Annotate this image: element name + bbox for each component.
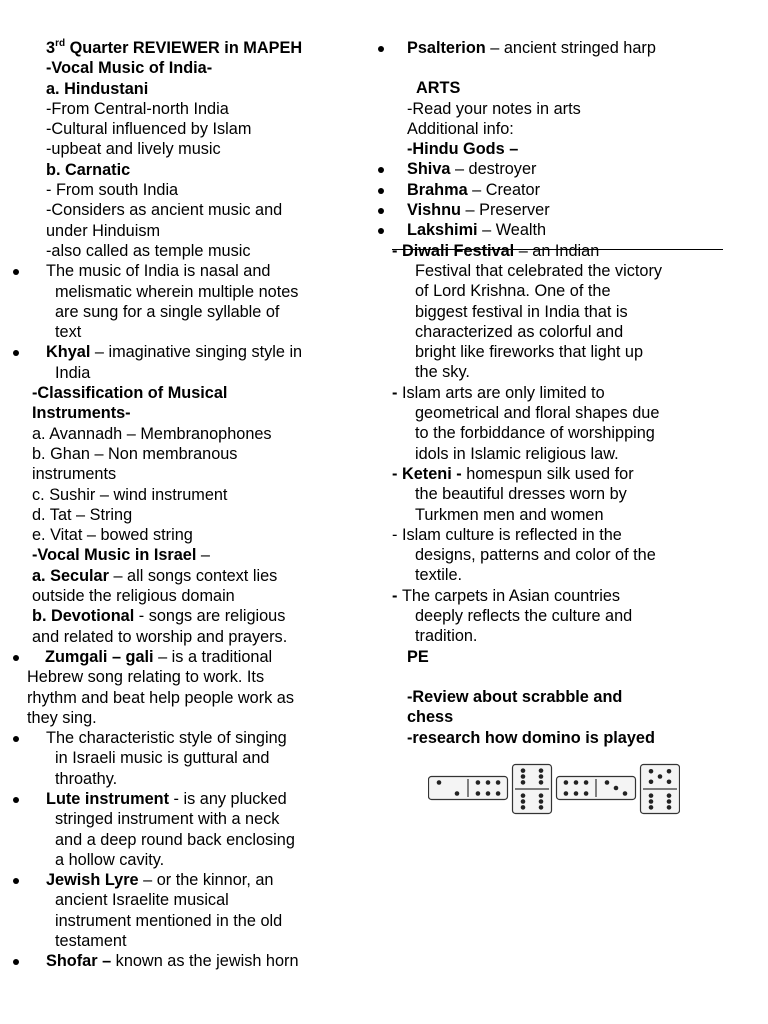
diwali-line: characterized as colorful and xyxy=(415,322,624,341)
keteni-line: the beautiful dresses worn by xyxy=(415,485,627,504)
keteni-definition: homespun silk used for xyxy=(461,464,634,483)
zumgali-line: rhythm and beat help people work as xyxy=(27,688,294,707)
spacer xyxy=(392,667,732,687)
god-name: Vishnu xyxy=(407,201,461,220)
devotional-line: and related to worship and prayers. xyxy=(32,627,288,646)
diwali-line: of Lord Krishna. One of the xyxy=(415,282,611,301)
spacer xyxy=(392,58,732,78)
lute-term: Lute instrument xyxy=(46,789,170,808)
keteni-dash: - xyxy=(392,464,402,483)
nasal-line: text xyxy=(55,323,82,342)
diwali-term: Diwali Festival xyxy=(401,241,515,260)
domino-pip xyxy=(649,805,654,810)
khyal-term: Khyal xyxy=(46,343,91,362)
lute-line: a hollow cavity. xyxy=(55,850,165,869)
india-heading: -Vocal Music of India- xyxy=(46,59,213,78)
instrument-item: d. Tat – String xyxy=(32,505,133,524)
diwali-definition: – an Indian xyxy=(514,241,600,260)
god-name: Brahma xyxy=(407,180,468,199)
domino-pip xyxy=(623,791,628,796)
domino-pip xyxy=(564,780,569,785)
carnatic-line: under Hinduism xyxy=(46,221,161,240)
instrument-item: a. Avannadh – Membranophones xyxy=(32,424,272,443)
diwali-line: biggest festival in India that is xyxy=(415,302,628,321)
zumgali-definition: – is a traditional xyxy=(153,647,273,666)
pe-line: -Review about scrabble and xyxy=(407,687,623,706)
keteni-term: Keteni - xyxy=(401,464,462,483)
carpets-item xyxy=(392,586,732,606)
carpets-text: The carpets in Asian countries xyxy=(401,586,621,605)
domino-pip xyxy=(574,791,579,796)
domino-pip xyxy=(539,799,544,804)
domino-pip xyxy=(614,786,619,791)
shofar-bullet xyxy=(27,951,372,971)
diwali-dash: - xyxy=(392,241,402,260)
domino-pip xyxy=(584,780,589,785)
god-item xyxy=(392,200,732,220)
islam-arts-line: to the forbiddance of worshipping xyxy=(415,424,655,443)
zumgali-line: they sing. xyxy=(27,708,97,727)
islam-culture-item: - Islam culture is reflected in the xyxy=(392,525,622,544)
instrument-item: c. Sushir – wind instrument xyxy=(32,485,228,504)
carnatic-line: - From south India xyxy=(46,181,179,200)
psalterion-bullet xyxy=(392,38,732,58)
arts-heading: ARTS xyxy=(416,79,461,98)
hindustani-line: -upbeat and lively music xyxy=(46,140,221,159)
instrument-item: instruments xyxy=(32,465,117,484)
islam-arts-dash: - xyxy=(392,383,402,402)
section-divider xyxy=(392,249,723,250)
devotional-item xyxy=(27,606,372,626)
domino-pip xyxy=(496,791,501,796)
khyal-line: India xyxy=(55,363,91,382)
domino-pip xyxy=(476,780,481,785)
islam-culture-line: designs, patterns and color of the xyxy=(415,546,656,565)
lyre-definition: – or the kinnor, an xyxy=(138,871,274,890)
domino-pip xyxy=(649,779,654,784)
instrument-item: b. Ghan – Non membranous xyxy=(32,444,238,463)
diwali-line: the sky. xyxy=(415,363,470,382)
god-role: – Creator xyxy=(467,180,541,199)
domino-pip xyxy=(667,799,672,804)
devotional-term: b. Devotional xyxy=(32,607,135,626)
lute-line: and a deep round back enclosing xyxy=(55,830,295,849)
lute-line: stringed instrument with a neck xyxy=(55,810,280,829)
lute-definition: - is any plucked xyxy=(169,789,287,808)
arts-line: Additional info: xyxy=(407,119,514,138)
lyre-line: testament xyxy=(55,932,127,951)
god-role: – Wealth xyxy=(477,221,547,240)
secular-item xyxy=(27,566,372,586)
title-text: Quarter REVIEWER in MAPEH xyxy=(65,39,303,57)
domino-pip xyxy=(521,780,526,785)
diwali-line: Festival that celebrated the victory xyxy=(415,261,663,280)
diwali-line: bright like fireworks that light up xyxy=(415,343,644,362)
psalterion-definition: – ancient stringed harp xyxy=(485,39,656,57)
domino-icon xyxy=(429,765,680,814)
domino-pip xyxy=(539,774,544,779)
shofar-term: Shofar – xyxy=(46,952,112,971)
carpets-dash: - xyxy=(392,586,402,605)
hindustani-line: -Cultural influenced by Islam xyxy=(46,120,252,139)
khyal-definition: – imaginative singing style in xyxy=(90,343,303,362)
diwali-item xyxy=(392,241,732,261)
domino-pip xyxy=(521,768,526,773)
title-superscript: rd xyxy=(55,37,66,49)
god-item xyxy=(392,180,732,200)
lyre-line: ancient Israelite musical xyxy=(55,891,229,910)
domino-illustration xyxy=(428,763,680,815)
israeli-style-line: throathy. xyxy=(55,769,118,788)
israel-heading-text: -Vocal Music in Israel xyxy=(32,546,197,565)
instrument-item: e. Vitat – bowed string xyxy=(32,526,193,545)
domino-pip xyxy=(521,805,526,810)
hindustani-line: -From Central-north India xyxy=(46,99,229,118)
god-role: – Preserver xyxy=(460,201,550,220)
domino-pip xyxy=(539,805,544,810)
israel-dash: – xyxy=(196,546,210,565)
god-item xyxy=(392,220,732,240)
god-role: – destroyer xyxy=(450,160,537,179)
lyre-term: Jewish Lyre xyxy=(46,871,139,890)
khyal-bullet xyxy=(27,342,372,362)
god-item xyxy=(392,159,732,179)
domino-pip xyxy=(649,769,654,774)
pe-line: -research how domino is played xyxy=(407,728,655,747)
pe-line: chess xyxy=(407,708,454,727)
israeli-style-bullet xyxy=(27,728,372,748)
domino-pip xyxy=(658,774,663,779)
nasal-line: melismatic wherein multiple notes xyxy=(55,282,299,301)
islam-culture-line: textile. xyxy=(415,566,463,585)
carnatic-line: -also called as temple music xyxy=(46,241,251,260)
title-number: 3 xyxy=(46,39,56,57)
domino-pip xyxy=(476,791,481,796)
shofar-definition: known as the jewish horn xyxy=(111,952,299,971)
domino-pip xyxy=(539,768,544,773)
carnatic-line: -Considers as ancient music and xyxy=(46,201,283,220)
domino-pip xyxy=(539,780,544,785)
nasal-bullet xyxy=(27,261,372,281)
classification-heading: Instruments- xyxy=(32,404,131,423)
devotional-definition: - songs are religious xyxy=(134,607,286,626)
domino-pip xyxy=(521,774,526,779)
islam-arts-item xyxy=(392,383,732,403)
mapeh-right-column xyxy=(392,38,732,748)
lyre-bullet xyxy=(27,870,372,890)
classification-heading: -Classification of Musical xyxy=(32,384,228,403)
mapeh-left-column xyxy=(27,38,372,972)
domino-pip xyxy=(584,791,589,796)
zumgali-bullet xyxy=(27,647,372,667)
islam-arts-text: Islam arts are only limited to xyxy=(401,383,605,402)
domino-pip xyxy=(667,769,672,774)
domino-pip xyxy=(486,791,491,796)
secular-line: outside the religious domain xyxy=(32,587,235,606)
domino-pip xyxy=(564,791,569,796)
domino-pip xyxy=(437,780,442,785)
nasal-line: are sung for a single syllable of xyxy=(55,302,280,321)
domino-pip xyxy=(667,793,672,798)
lute-bullet xyxy=(27,789,372,809)
domino-pip xyxy=(667,779,672,784)
domino-pip xyxy=(574,780,579,785)
zumgali-line: Hebrew song relating to work. Its xyxy=(27,668,265,687)
domino-pip xyxy=(486,780,491,785)
carpets-line: tradition. xyxy=(415,627,478,646)
secular-term: a. Secular xyxy=(32,566,109,585)
carpets-line: deeply reflects the culture and xyxy=(415,607,633,626)
domino-pip xyxy=(539,793,544,798)
zumgali-term: Zumgali – gali xyxy=(45,647,154,666)
israel-heading xyxy=(27,545,372,565)
israeli-style-line: in Israeli music is guttural and xyxy=(55,749,270,768)
keteni-line: Turkmen men and women xyxy=(415,505,604,524)
islam-arts-line: geometrical and floral shapes due xyxy=(415,404,660,423)
keteni-item xyxy=(392,464,732,484)
domino-pip xyxy=(521,799,526,804)
god-name: Shiva xyxy=(407,160,451,179)
domino-pip xyxy=(455,791,460,796)
hindustani-heading: a. Hindustani xyxy=(46,79,149,98)
domino-pip xyxy=(496,780,501,785)
pe-heading: PE xyxy=(407,647,429,666)
domino-pip xyxy=(521,793,526,798)
hindu-gods-heading: -Hindu Gods – xyxy=(407,140,519,159)
nasal-text: The music of India is nasal and xyxy=(46,262,271,281)
psalterion-term: Psalterion xyxy=(407,39,486,57)
reviewer-title xyxy=(27,38,372,58)
arts-line: -Read your notes in arts xyxy=(407,99,581,118)
islam-arts-line: idols in Islamic religious law. xyxy=(415,444,619,463)
israeli-style-text: The characteristic style of singing xyxy=(46,729,287,748)
lyre-line: instrument mentioned in the old xyxy=(55,911,283,930)
carnatic-heading: b. Carnatic xyxy=(46,160,131,179)
god-name: Lakshimi xyxy=(407,221,478,240)
secular-definition: – all songs context lies xyxy=(108,566,278,585)
domino-pip xyxy=(605,780,610,785)
domino-pip xyxy=(649,799,654,804)
domino-pip xyxy=(649,793,654,798)
domino-pip xyxy=(667,805,672,810)
